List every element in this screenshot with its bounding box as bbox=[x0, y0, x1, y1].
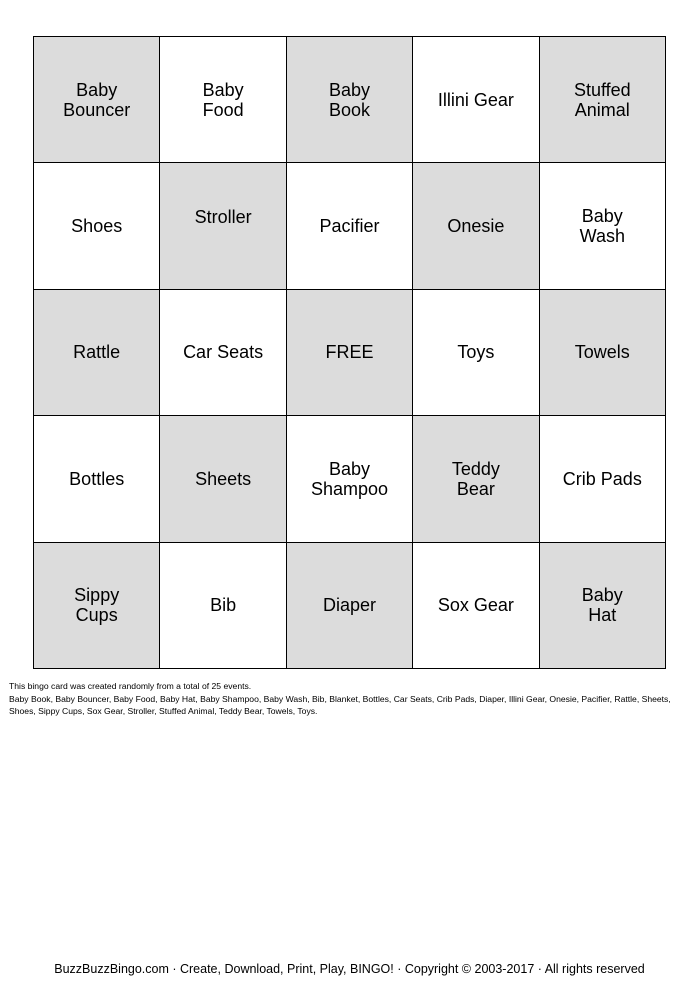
info-summary: This bingo card was created randomly from a total of 25 events. bbox=[9, 681, 252, 691]
bingo-cell: Baby Wash bbox=[540, 163, 666, 289]
bingo-cell: FREE bbox=[287, 290, 413, 416]
bingo-cell: Baby Bouncer bbox=[34, 37, 160, 163]
bingo-cell: Car Seats bbox=[160, 290, 286, 416]
bingo-cell: Bib bbox=[160, 543, 286, 669]
bingo-cell: Baby Hat bbox=[540, 543, 666, 669]
bingo-cell: Towels bbox=[540, 290, 666, 416]
bingo-cell: Baby Shampoo bbox=[287, 416, 413, 542]
bingo-cell: Crib Pads bbox=[540, 416, 666, 542]
bingo-cell: Onesie bbox=[413, 163, 539, 289]
bingo-cell: Rattle bbox=[34, 290, 160, 416]
bingo-cell: Stuffed Animal bbox=[540, 37, 666, 163]
info-event-list: Baby Book, Baby Bouncer, Baby Food, Baby Hat, Baby Shampoo, Baby Wash, Bib, Blanket, Bottles, Car Seats, Crib Pads, Diaper, Illini Gear, Onesie, Pacifier, Rattle, Sheets, Shoes, Sippy Cups, Sox Gear, Stroller, Stuffed Animal, Teddy Bear, Towels, Toys. bbox=[9, 693, 671, 716]
bingo-cell: Baby Food bbox=[160, 37, 286, 163]
bingo-cell: Teddy Bear bbox=[413, 416, 539, 542]
bingo-cell: Bottles bbox=[34, 416, 160, 542]
bingo-cell: Pacifier bbox=[287, 163, 413, 289]
card-info bbox=[9, 680, 679, 718]
bingo-cell: Sox Gear bbox=[413, 543, 539, 669]
bingo-board bbox=[33, 36, 666, 669]
bingo-cell: Shoes bbox=[34, 163, 160, 289]
bingo-cell: Stroller bbox=[160, 163, 286, 289]
page-footer: BuzzBuzzBingo.com · Create, Download, Print, Play, BINGO! · Copyright © 2003-2017 · All rights reserved bbox=[54, 962, 645, 976]
bingo-cell: Baby Book bbox=[287, 37, 413, 163]
bingo-cell: Sheets bbox=[160, 416, 286, 542]
bingo-cell: Diaper bbox=[287, 543, 413, 669]
bingo-cell: Illini Gear bbox=[413, 37, 539, 163]
bingo-cell: Toys bbox=[413, 290, 539, 416]
bingo-cell: Sippy Cups bbox=[34, 543, 160, 669]
